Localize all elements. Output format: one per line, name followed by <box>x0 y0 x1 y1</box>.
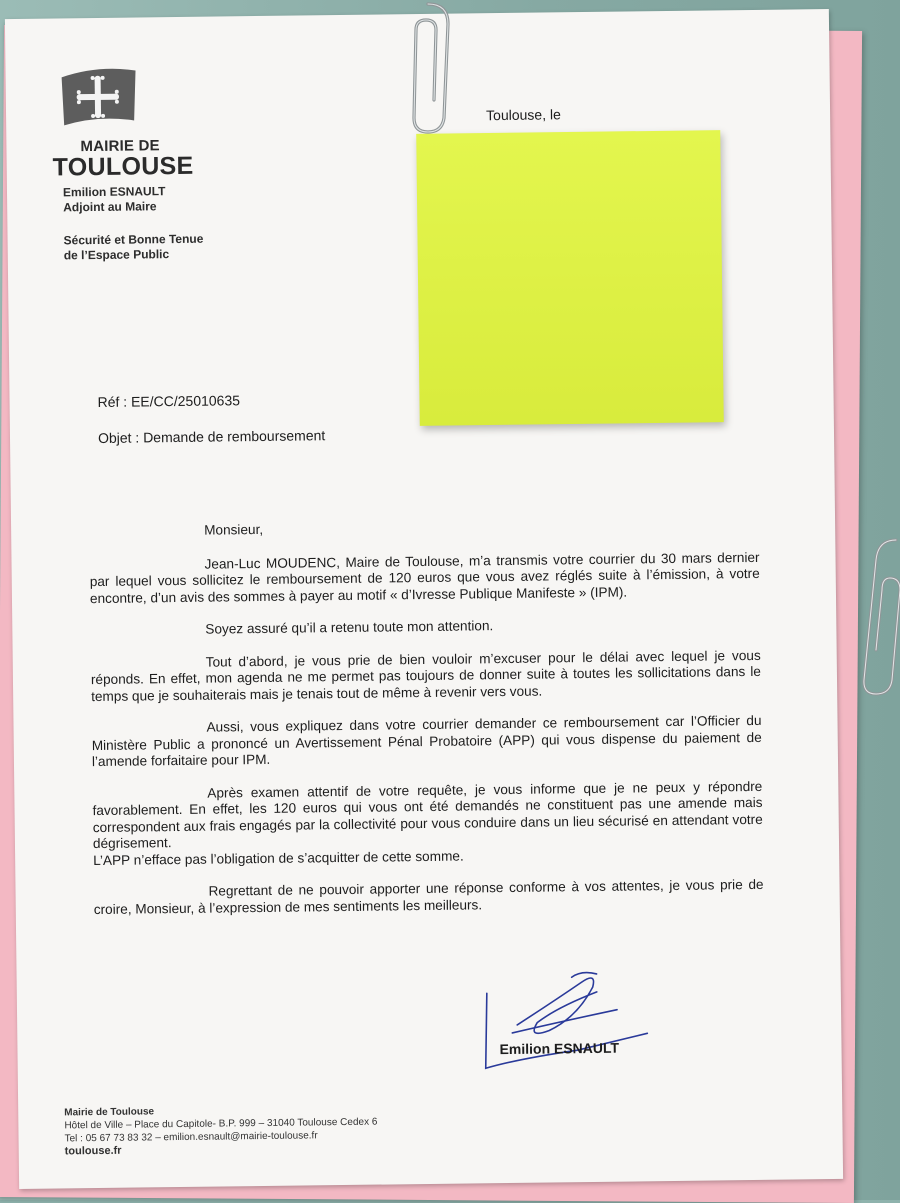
sender-title: Adjoint au Maire <box>63 199 157 215</box>
reference-number: Réf : EE/CC/25010635 <box>97 392 241 410</box>
letter-body <box>89 516 764 934</box>
salutation: Monsieur, <box>204 521 264 538</box>
paperclip-icon <box>856 530 900 700</box>
paragraph-6: Regrettant de ne pouvoir apporter une réponse conforme à vos attentes, je vous prie de croire, Monsieur, à l’expression de mes sentiments les meilleurs. <box>93 876 764 917</box>
paragraph-2: Soyez assuré qu’il a retenu toute mon attention. <box>205 618 494 637</box>
sender-department-line2: de l’Espace Public <box>63 247 170 263</box>
handwritten-signature <box>456 961 658 1093</box>
logo-text-toulouse: TOULOUSE <box>52 151 194 182</box>
sender-block <box>63 184 204 264</box>
logo-text-mairie: MAIRIE DE <box>80 137 160 156</box>
footer-organization: Mairie de Toulouse <box>64 1106 155 1119</box>
sticky-note <box>416 130 724 426</box>
paragraph-1: Jean-Luc MOUDENC, Maire de Toulouse, m’a transmis votre courrier du 30 mars dernier par lequel vous sollicitez le remboursement de 120 euros que vous avez réglés suite à l’émission, à votre encontre, d’un avis des sommes à payer au motif « d’Ivresse Publique Manifeste » (IPM). <box>89 549 760 606</box>
paragraph-4: Aussi, vous expliquez dans votre courrier demander ce remboursement car l’Officier du Ministère Public a prononcé un Avertissement Pénal Probatoire (APP) qui vous dispense du paiement de l’amende forfaitaire pour IPM. <box>91 712 762 770</box>
occitan-cross-icon <box>57 62 138 135</box>
paperclip-icon <box>398 0 458 140</box>
city-logo <box>51 62 194 182</box>
footer-address: Hôtel de Ville – Place du Capitole- B.P. 999 – 31040 Toulouse Cedex 6 <box>64 1116 378 1132</box>
subject-line: Objet : Demande de remboursement <box>97 427 326 446</box>
paragraph-3: Tout d’abord, je vous prie de bien vouloir m’excuser pour le délai avec lequel je vous réponds. En effet, mon agenda ne me permet pas toujours de donner suite à toutes les sollicitations dans le temps que je souhaiterais mais je tenais tout de même à revenir vers vous. <box>90 647 762 704</box>
sender-name: Emilion ESNAULT <box>62 184 166 200</box>
letter-footer <box>64 1103 378 1159</box>
signer-name: Emilion ESNAULT <box>499 1039 620 1058</box>
footer-website: toulouse.fr <box>64 1144 122 1158</box>
footer-contact: Tel : 05 67 73 83 32 – emilion.esnault@mairie-toulouse.fr <box>64 1130 318 1145</box>
paragraph-5-addendum: L’APP n’efface pas l’obligation de s’acquitter de cette somme. <box>93 848 464 868</box>
place-date: Toulouse, le <box>485 106 561 124</box>
sender-department-line1: Sécurité et Bonne Tenue <box>63 231 204 248</box>
paragraph-5: Après examen attentif de votre requête, je vous informe que je ne peux y répondre favorablement. En effet, les 120 euros qui vous ont été demandés ne constituent pas une amende mais correspondent aux frais engagés par la collectivité pour vous conduire dans un lieu sécurisé en attendant votre dégrisement. <box>92 778 763 852</box>
